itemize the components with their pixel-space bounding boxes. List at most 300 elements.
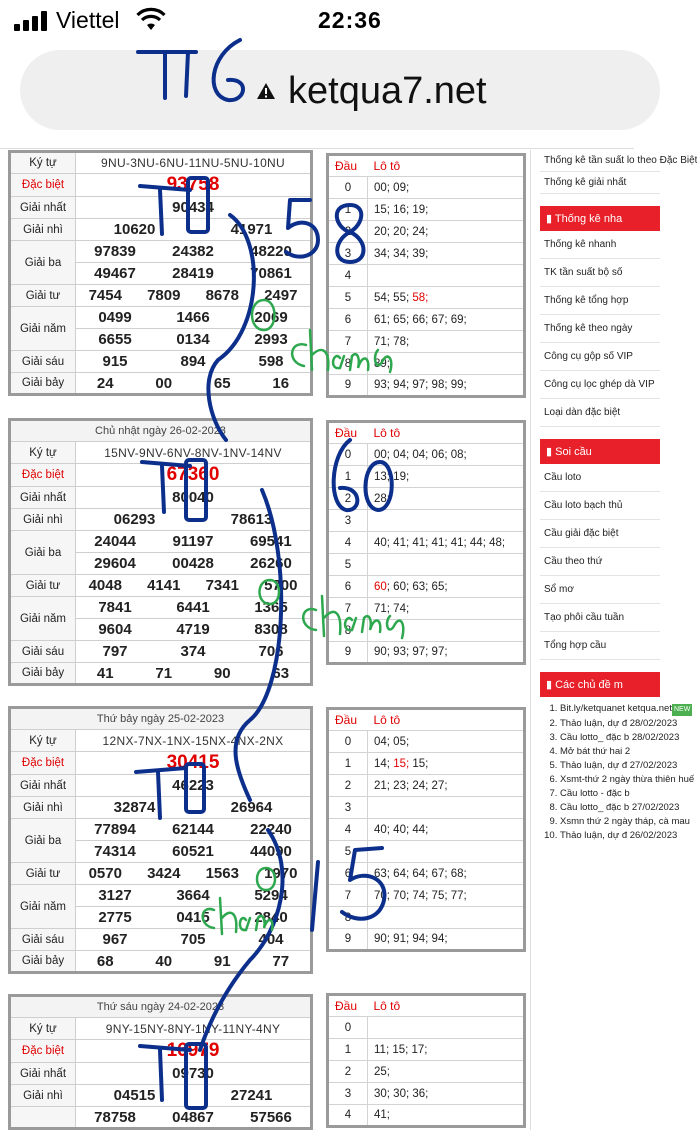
table-row bbox=[328, 753, 525, 775]
loto-cell bbox=[368, 775, 525, 797]
table-row bbox=[328, 1017, 525, 1039]
prize-3: 78758 bbox=[94, 1108, 136, 1126]
codes: 12NX-7NX-1NX-15NX-4NX-2NX bbox=[76, 730, 312, 752]
topic-link[interactable] bbox=[560, 760, 678, 772]
loto-values: 00; 09; bbox=[374, 181, 410, 194]
loto-values: 21; 23; 24; 27; bbox=[374, 779, 448, 792]
loto-values: 90; 91; 94; 94; bbox=[374, 933, 448, 945]
table-row bbox=[328, 620, 525, 642]
loto-table-day-1 bbox=[326, 153, 526, 398]
sidebar-link[interactable]: Thống kê tần suất lo theo Đặc Biệt bbox=[540, 150, 660, 172]
loto-cell bbox=[368, 841, 525, 863]
dau-cell: 8 bbox=[328, 620, 368, 642]
new-badge: NEW bbox=[672, 704, 692, 716]
sidebar-link[interactable]: TK tần suất bộ số bbox=[540, 259, 660, 287]
prize-1: 46223 bbox=[172, 777, 214, 794]
dau-cell: 7 bbox=[328, 885, 368, 907]
label-g3 bbox=[10, 1107, 76, 1129]
prize-4: 7341 bbox=[205, 577, 239, 594]
prize-5: 0134 bbox=[176, 331, 210, 348]
result-day-3 bbox=[8, 706, 313, 974]
sidebar-link[interactable]: Cầu theo thứ bbox=[540, 548, 660, 576]
table-row bbox=[328, 488, 525, 510]
loto-values: 61; 65; 66; 67; 69; bbox=[374, 313, 467, 326]
prize-5: 6441 bbox=[176, 599, 210, 616]
prize-6: 797 bbox=[102, 643, 128, 660]
label-g6: Giải sáu bbox=[10, 351, 76, 373]
table-row bbox=[328, 466, 525, 488]
loto-values: 34; 34; 39; bbox=[374, 247, 429, 260]
label-g5: Giải năm bbox=[10, 885, 76, 929]
prize-7: 24 bbox=[96, 374, 114, 392]
prize-5: 2993 bbox=[254, 331, 288, 348]
label-g2: Giải nhì bbox=[10, 797, 76, 819]
label-g7: Giải bảy bbox=[10, 663, 76, 685]
day-header: Thứ sáu ngày 24-02-2023 bbox=[10, 996, 312, 1018]
signal-icon bbox=[14, 11, 48, 31]
table-row bbox=[328, 1061, 525, 1083]
table-row bbox=[328, 863, 525, 885]
prize-2: 27241 bbox=[230, 1087, 273, 1104]
status-bar bbox=[0, 0, 634, 44]
prize-3: 48220 bbox=[250, 243, 292, 260]
dau-header: Đầu bbox=[335, 999, 358, 1013]
dau-cell: 1 bbox=[328, 199, 368, 221]
prize-7: 00 bbox=[155, 374, 173, 392]
loto-header: Lô tô bbox=[373, 713, 401, 727]
label-db: Đặc biệt bbox=[10, 1040, 76, 1063]
dau-cell: 5 bbox=[328, 287, 368, 309]
loto-values: 71; 74; bbox=[374, 602, 410, 615]
prize-4: 1970 bbox=[264, 865, 298, 882]
topic-title[interactable]: Cầu lotto_ đặc b 28/02/2023 bbox=[560, 732, 680, 743]
loto-cell bbox=[368, 929, 525, 951]
dau-cell: 8 bbox=[328, 353, 368, 375]
sidebar-link[interactable]: Thống kê nhanh bbox=[540, 231, 660, 259]
loto-cell bbox=[368, 221, 525, 243]
prize-3: 22240 bbox=[250, 821, 292, 838]
table-row bbox=[328, 309, 525, 331]
label-g3: Giải ba bbox=[10, 819, 76, 863]
label-g6: Giải sáu bbox=[10, 929, 76, 951]
prize-4: 7454 bbox=[88, 287, 122, 304]
prize-5: 0415 bbox=[176, 909, 210, 926]
sidebar-heading-soicau-label: Soi cầu bbox=[555, 446, 592, 458]
dau-cell: 0 bbox=[328, 1017, 368, 1039]
prize-6: 598 bbox=[258, 353, 284, 370]
sidebar-link[interactable]: Tổng hợp cầu bbox=[540, 632, 660, 660]
loto-table-day-3 bbox=[326, 707, 526, 952]
codes: 9NU-3NU-6NU-11NU-5NU-10NU bbox=[76, 152, 312, 174]
loto-cell bbox=[368, 444, 525, 466]
label-kytu: Ký tự bbox=[10, 442, 76, 464]
table-row bbox=[328, 331, 525, 353]
topic-link[interactable] bbox=[560, 816, 690, 828]
prize-2: 06293 bbox=[113, 511, 156, 528]
loto-values: 15; bbox=[409, 757, 429, 770]
sidebar-heading-topics-label: Các chủ đề m bbox=[555, 679, 623, 691]
loto-cell bbox=[368, 1017, 525, 1039]
sidebar-link[interactable]: Công cụ lọc ghép dà VIP bbox=[540, 371, 660, 399]
chart-icon: ▮ bbox=[546, 213, 555, 225]
sidebar-link[interactable]: Cầu loto bbox=[540, 464, 660, 492]
table-row bbox=[328, 907, 525, 929]
sidebar-spacer bbox=[540, 660, 660, 672]
loto-cell bbox=[368, 907, 525, 929]
table-row bbox=[328, 265, 525, 287]
prize-4: 0570 bbox=[88, 865, 122, 882]
prize-3: 74314 bbox=[94, 843, 136, 860]
result-table bbox=[8, 418, 313, 686]
loto-cell bbox=[368, 554, 525, 576]
day-header: Chủ nhật ngày 26-02-2023 bbox=[10, 420, 312, 442]
table-row bbox=[328, 775, 525, 797]
loto-values: 11; 15; 17; bbox=[374, 1043, 428, 1056]
prize-3: 26260 bbox=[250, 555, 292, 572]
prize-7: 65 bbox=[213, 374, 231, 392]
prize-3: 97839 bbox=[94, 243, 136, 260]
loto-values: 90; 93; 97; 97; bbox=[374, 646, 448, 658]
topic-link[interactable] bbox=[560, 718, 678, 730]
loto-values: 54; 55; bbox=[374, 291, 413, 304]
table-row bbox=[328, 797, 525, 819]
table-row bbox=[328, 819, 525, 841]
prize-3: 60521 bbox=[172, 843, 214, 860]
topic-title[interactable]: Thảo luận, dự đ 27/02/2023 bbox=[560, 760, 678, 771]
prize-4: 8678 bbox=[205, 287, 239, 304]
table-row bbox=[328, 375, 525, 397]
dau-cell: 9 bbox=[328, 375, 368, 397]
dau-cell: 6 bbox=[328, 576, 368, 598]
dau-cell: 3 bbox=[328, 510, 368, 532]
dau-header: Đầu bbox=[335, 713, 358, 727]
loto-cell bbox=[368, 488, 525, 510]
users-icon: ▮ bbox=[546, 679, 556, 691]
loto-cell bbox=[368, 885, 525, 907]
label-g1: Giải nhất bbox=[10, 775, 76, 797]
loto-values: 14; bbox=[374, 757, 394, 770]
prize-7: 16 bbox=[272, 374, 290, 392]
prize-4: 7809 bbox=[147, 287, 181, 304]
table-row bbox=[328, 444, 525, 466]
label-g2: Giải nhì bbox=[10, 1085, 76, 1107]
prize-1: 80040 bbox=[172, 489, 214, 506]
dau-cell: 3 bbox=[328, 243, 368, 265]
table-row bbox=[328, 510, 525, 532]
topic-title[interactable]: Cầu lotto_ đặc b 27/02/2023 bbox=[560, 802, 680, 813]
loto-cell bbox=[368, 1083, 525, 1105]
topic-link[interactable] bbox=[560, 788, 660, 800]
day-header: Thứ bảy ngày 25-02-2023 bbox=[10, 708, 312, 730]
label-g5: Giải năm bbox=[10, 597, 76, 641]
table-row bbox=[328, 598, 525, 620]
prize-5: 3127 bbox=[98, 887, 132, 904]
prize-5: 9604 bbox=[98, 621, 132, 638]
dau-cell: 9 bbox=[328, 642, 368, 664]
dau-cell: 4 bbox=[328, 532, 368, 554]
table-row bbox=[328, 576, 525, 598]
loto-values: 89; bbox=[374, 357, 390, 370]
topic-list bbox=[540, 697, 695, 842]
loto-values: 71; 78; bbox=[374, 335, 410, 348]
loto-cell bbox=[368, 466, 525, 488]
label-kytu: Ký tự bbox=[10, 730, 76, 752]
loto-highlight: 60 bbox=[374, 580, 387, 593]
loto-cell bbox=[368, 731, 525, 753]
dau-cell: 4 bbox=[328, 1105, 368, 1127]
loto-cell bbox=[368, 532, 525, 554]
label-g1: Giải nhất bbox=[10, 197, 76, 219]
result-table bbox=[8, 150, 313, 396]
dau-cell: 5 bbox=[328, 841, 368, 863]
sidebar-spacer bbox=[540, 194, 660, 206]
prize-6: 967 bbox=[102, 931, 128, 948]
dau-cell: 2 bbox=[328, 775, 368, 797]
dau-cell: 3 bbox=[328, 797, 368, 819]
label-g1: Giải nhất bbox=[10, 487, 76, 509]
prize-7: 90 bbox=[213, 664, 231, 682]
label-g4: Giải tư bbox=[10, 285, 76, 307]
prize-3: 91197 bbox=[172, 533, 214, 550]
topic-title[interactable]: Bit.ly/ketquanet ketqua.net bbox=[560, 703, 672, 714]
loto-values: 40; 41; 41; 41; 41; 44; 48; bbox=[374, 536, 506, 549]
loto-header: Lô tô bbox=[373, 159, 401, 173]
dau-cell: 6 bbox=[328, 309, 368, 331]
topic-link[interactable] bbox=[560, 703, 691, 716]
loto-cell bbox=[368, 1061, 525, 1083]
label-g7: Giải bảy bbox=[10, 951, 76, 973]
special-prize: 30415 bbox=[76, 752, 312, 775]
prize-6: 706 bbox=[258, 643, 284, 660]
special-prize: 93758 bbox=[76, 174, 312, 197]
prize-3: 04867 bbox=[172, 1108, 214, 1126]
prize-6: 705 bbox=[180, 931, 206, 948]
sidebar-link[interactable]: Thống kê theo ngày bbox=[540, 315, 660, 343]
loto-cell bbox=[368, 819, 525, 841]
sidebar-link[interactable]: Loại dàn đặc biệt bbox=[540, 399, 660, 427]
loto-header: Lô tô bbox=[373, 999, 401, 1013]
loto-cell bbox=[368, 598, 525, 620]
loto-cell bbox=[368, 375, 525, 397]
sidebar-heading-topics bbox=[540, 672, 660, 697]
sidebar bbox=[540, 150, 697, 844]
loto-cell bbox=[368, 177, 525, 199]
clock: 22:36 bbox=[318, 7, 382, 33]
result-day-4 bbox=[8, 994, 313, 1130]
prize-2: 32874 bbox=[113, 799, 156, 816]
dau-cell: 3 bbox=[328, 1083, 368, 1105]
dau-cell: 2 bbox=[328, 1061, 368, 1083]
loto-values: 30; 30; 36; bbox=[374, 1087, 429, 1100]
codes: 9NY-15NY-8NY-1NY-11NY-4NY bbox=[76, 1018, 312, 1040]
loto-values: 70; 70; 74; 75; 77; bbox=[374, 889, 467, 902]
topic-title[interactable]: Cầu lotto - đặc b bbox=[560, 788, 630, 799]
dau-cell: 0 bbox=[328, 731, 368, 753]
topic-title[interactable]: Mở bát thứ hai 2 bbox=[560, 746, 631, 757]
loto-values: 13; 19; bbox=[374, 470, 410, 483]
loto-cell bbox=[368, 1039, 525, 1061]
loto-values: 41; bbox=[374, 1109, 390, 1121]
search-icon: ▮ bbox=[546, 446, 556, 458]
table-row bbox=[328, 1083, 525, 1105]
prize-6: 404 bbox=[258, 931, 284, 948]
dau-header: Đầu bbox=[335, 426, 358, 440]
prize-4: 4141 bbox=[147, 577, 181, 594]
label-g4: Giải tư bbox=[10, 575, 76, 597]
dau-cell: 1 bbox=[328, 753, 368, 775]
result-day-2 bbox=[8, 418, 313, 686]
loto-values: ; 60; 63; 65; bbox=[386, 580, 448, 593]
loto-cell bbox=[368, 265, 525, 287]
dau-cell: 2 bbox=[328, 221, 368, 243]
table-row bbox=[328, 885, 525, 907]
sidebar-heading-soicau bbox=[540, 439, 660, 464]
loto-cell bbox=[368, 1105, 525, 1127]
special-prize: 67360 bbox=[76, 464, 312, 487]
loto-cell bbox=[368, 199, 525, 221]
label-g5: Giải năm bbox=[10, 307, 76, 351]
prize-5: 2069 bbox=[254, 309, 288, 326]
loto-highlight: 15; bbox=[393, 757, 410, 770]
table-row bbox=[328, 554, 525, 576]
prize-5: 7841 bbox=[98, 599, 132, 616]
table-row bbox=[328, 177, 525, 199]
page-top-divider bbox=[0, 148, 634, 149]
table-row bbox=[328, 1039, 525, 1061]
loto-cell bbox=[368, 620, 525, 642]
prize-6: 915 bbox=[102, 353, 128, 370]
dau-cell: 1 bbox=[328, 1039, 368, 1061]
loto-header-row bbox=[328, 155, 525, 177]
topic-title[interactable]: Thảo luận, dự đ 28/02/2023 bbox=[560, 718, 678, 729]
prize-3: 69541 bbox=[249, 533, 292, 550]
prize-7: 41 bbox=[96, 664, 114, 682]
dau-cell: 0 bbox=[328, 177, 368, 199]
label-kytu: Ký tự bbox=[10, 152, 76, 174]
result-table bbox=[8, 994, 313, 1130]
prize-6: 894 bbox=[180, 353, 206, 370]
topic-link[interactable] bbox=[560, 774, 695, 786]
prize-3: 44090 bbox=[250, 843, 292, 860]
sidebar-link[interactable]: Thống kê giải nhất bbox=[540, 172, 660, 194]
table-row bbox=[328, 929, 525, 951]
label-g3: Giải ba bbox=[10, 241, 76, 285]
label-g1: Giải nhất bbox=[10, 1063, 76, 1085]
table-row bbox=[328, 1105, 525, 1127]
topic-title[interactable]: Xsmn thứ 2 ngày tháp, cà mau bbox=[560, 816, 690, 827]
table-row bbox=[328, 287, 525, 309]
loto-values: 63; 64; 64; 67; 68; bbox=[374, 867, 467, 880]
table-row bbox=[328, 243, 525, 265]
column-divider bbox=[530, 150, 531, 1130]
prize-5: 1466 bbox=[176, 309, 210, 326]
dau-cell: 7 bbox=[328, 598, 368, 620]
loto-header-row bbox=[328, 995, 525, 1017]
label-g4: Giải tư bbox=[10, 863, 76, 885]
prize-6: 374 bbox=[180, 643, 206, 660]
loto-header: Lô tô bbox=[373, 426, 401, 440]
prize-3: 24382 bbox=[172, 243, 214, 260]
wifi-icon bbox=[136, 8, 166, 32]
sidebar-link[interactable]: Sổ mơ bbox=[540, 576, 660, 604]
prize-7: 68 bbox=[96, 952, 114, 970]
special-prize: 16979 bbox=[76, 1040, 312, 1063]
prize-2: 41971 bbox=[230, 221, 273, 238]
loto-cell bbox=[368, 797, 525, 819]
url-text[interactable]: ketqua7.net bbox=[288, 70, 487, 112]
dau-cell: 1 bbox=[328, 466, 368, 488]
prize-5: 1365 bbox=[254, 599, 288, 616]
topic-title[interactable]: Xsmt-thứ 2 ngày thừa thiên huế bbox=[560, 774, 695, 785]
prize-5: 8308 bbox=[254, 621, 288, 638]
prize-5: 5294 bbox=[254, 887, 288, 904]
loto-values: 20; 20; 24; bbox=[374, 225, 429, 238]
prize-4: 2497 bbox=[264, 287, 298, 304]
sidebar-heading-thongke bbox=[540, 206, 660, 231]
prize-2: 10620 bbox=[113, 221, 156, 238]
topic-link[interactable] bbox=[560, 732, 680, 744]
sidebar-link[interactable]: Thống kê tổng hợp bbox=[540, 287, 660, 315]
topic-link[interactable] bbox=[560, 746, 660, 758]
prize-4: 1563 bbox=[205, 865, 239, 882]
prize-5: 2840 bbox=[254, 909, 288, 926]
prize-3: 62144 bbox=[172, 821, 214, 838]
loto-cell bbox=[368, 642, 525, 664]
table-row bbox=[328, 731, 525, 753]
dau-cell: 4 bbox=[328, 265, 368, 287]
topic-title[interactable]: Thảo luận, dự đ 26/02/2023 bbox=[560, 830, 678, 841]
loto-values: 15; 16; 19; bbox=[374, 203, 429, 216]
prize-5: 4719 bbox=[176, 621, 210, 638]
prize-1: 09730 bbox=[172, 1065, 214, 1082]
prize-3: 70861 bbox=[250, 265, 292, 282]
sidebar-link[interactable]: Cầu loto bạch thủ bbox=[540, 492, 660, 520]
label-g3: Giải ba bbox=[10, 531, 76, 575]
prize-4: 4048 bbox=[88, 577, 122, 594]
loto-cell bbox=[368, 576, 525, 598]
loto-cell bbox=[368, 863, 525, 885]
prize-7: 77 bbox=[272, 952, 290, 970]
label-g2: Giải nhì bbox=[10, 509, 76, 531]
sidebar-link[interactable]: Tạo phôi cầu tuần bbox=[540, 604, 660, 632]
table-row bbox=[328, 199, 525, 221]
prize-3: 57566 bbox=[250, 1108, 292, 1126]
prize-5: 3664 bbox=[176, 887, 210, 904]
topic-link[interactable] bbox=[560, 830, 678, 842]
loto-cell bbox=[368, 287, 525, 309]
topic-link[interactable] bbox=[560, 802, 680, 814]
sidebar-link[interactable]: Công cụ gộp số VIP bbox=[540, 343, 660, 371]
prize-1: 90434 bbox=[172, 199, 214, 216]
prize-3: 24044 bbox=[94, 533, 136, 550]
loto-cell bbox=[368, 243, 525, 265]
prize-5: 6655 bbox=[98, 331, 132, 348]
prize-7: 71 bbox=[155, 664, 173, 682]
dau-cell: 5 bbox=[328, 554, 368, 576]
dau-cell: 0 bbox=[328, 444, 368, 466]
prize-7: 63 bbox=[272, 664, 290, 682]
prize-2: 78613 bbox=[230, 511, 273, 528]
label-g7: Giải bảy bbox=[10, 373, 76, 395]
dau-header: Đầu bbox=[335, 159, 358, 173]
carrier-name: Viettel bbox=[56, 7, 120, 33]
prize-4: 5700 bbox=[264, 577, 298, 594]
label-kytu: Ký tự bbox=[10, 1018, 76, 1040]
loto-header-row bbox=[328, 709, 525, 731]
sidebar-link[interactable]: Cầu giải đặc biệt bbox=[540, 520, 660, 548]
table-row bbox=[328, 353, 525, 375]
dau-cell: 6 bbox=[328, 863, 368, 885]
